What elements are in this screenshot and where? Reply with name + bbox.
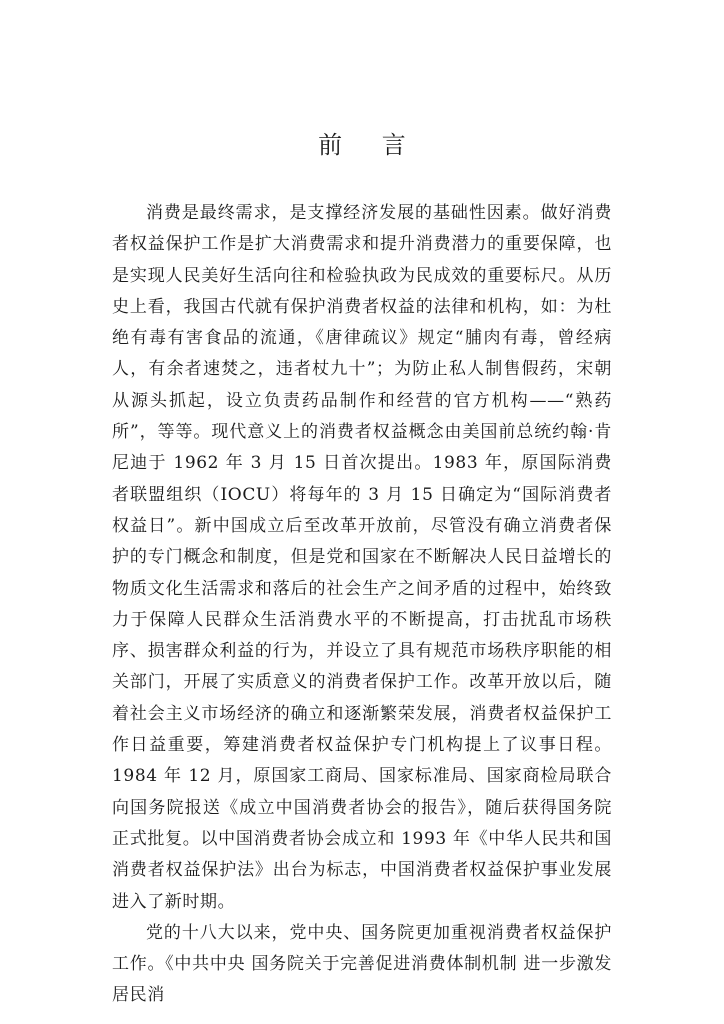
page-title: 前 言 [318,131,422,159]
body-text [112,198,612,1012]
paragraph-2: 党的十八大以来，党中央、国务院更加重视消费者权益保护工作。《中共中央 国务院关于完善促进消费体制机制 进一步激发居民消 [112,922,612,1006]
paragraph-1: 消费是最终需求，是支撑经济发展的基础性因素。做好消费者权益保护工作是扩大消费需求和提升消费潜力的重要保障，也是实现人民美好生活向往和检验执政为民成效的重要标尺。从历史上看，我国古代就有保护消费者权益的法律和机构，如：为杜绝有毒有害食品的流通，《唐律疏议》规定“脯肉有毒，曾经病人，有余者速焚之，违者杖九十”；为防止私人制售假药，宋朝从源头抓起，设立负责药品制作和经营的官方机构——“熟药所”，等等。现代意义上的消费者权益概念由美国前总统约翰·肯尼迪于 1962 年 3 月 15 日首次提出。1983 年，原国际消费者联盟组织（IOCU）将每年的 3 月 15 日确定为“国际消费者权益日”。新中国成立后至改革开放前，尽管没有确立消费者保护的专门概念和制度，但是党和国家在不断解决人民日益增长的物质文化生活需求和落后的社会生产之间矛盾的过程中，始终致力于保障人民群众生活消费水平的不断提高，打击扰乱市场秩序、损害群众利益的行为，并设立了具有规范市场秩序职能的相关部门，开展了实质意义的消费者保护工作。改革开放以后，随着社会主义市场经济的确立和逐渐繁荣发展，消费者权益保护工作日益重要，筹建消费者权益保护专门机构提上了议事日程。1984 年 12 月，原国家工商局、国家标准局、国家商检局联合向国务院报送《成立中国消费者协会的报告》，随后获得国务院正式批复。以中国消费者协会成立和 1993 年《中华人民共和国消费者权益保护法》出台为标志，中国消费者权益保护事业发展进入了新时期。 [112,203,612,912]
